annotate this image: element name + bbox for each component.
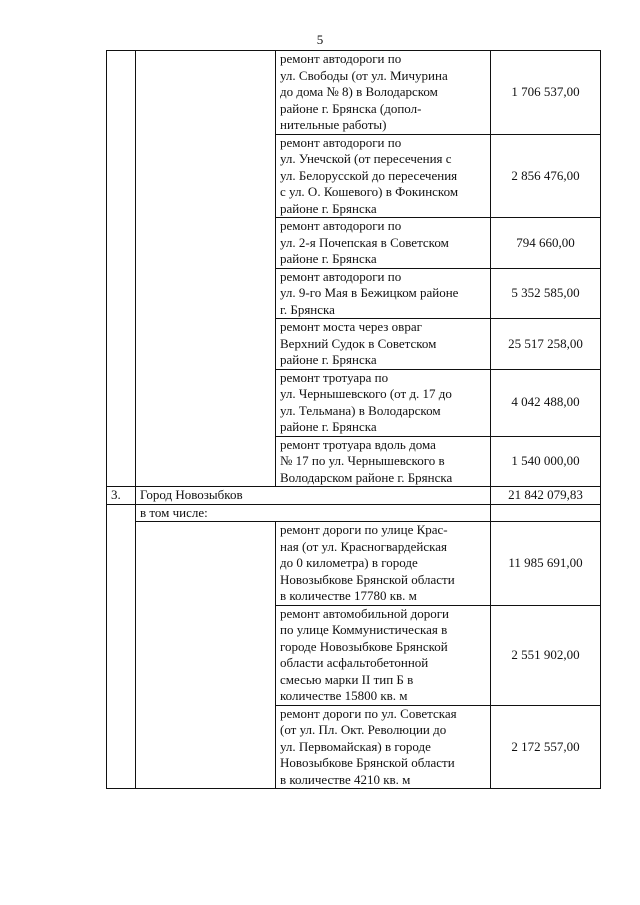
amount-cell: 794 660,00 (491, 218, 601, 269)
description-cell (276, 522, 491, 606)
description-line: ремонт автодороги по (280, 218, 402, 233)
description-line: ремонт автодороги по (280, 268, 402, 284)
description-cell (276, 436, 491, 487)
table-row (107, 522, 601, 606)
description-line: ремонт моста через овраг (280, 319, 422, 334)
description-line: ул. Свободы (от ул. Мичурина (280, 67, 448, 83)
description-line: ремонт дороги по улице Крас- (280, 522, 448, 537)
description-cell (276, 369, 491, 436)
description-line: Новозыбкове Брянской области (280, 571, 455, 587)
description-line: ул. Первомайская) в городе (280, 738, 431, 754)
description-cell (276, 51, 491, 135)
description-line: районе г. Брянска (280, 419, 377, 434)
description-line: с ул. О. Кошевого) в Фокинском (280, 184, 459, 199)
description-line: районе г. Брянска (280, 200, 377, 216)
description-line: Верхний Судок в Советском (280, 335, 437, 351)
description-cell (276, 268, 491, 319)
amount-cell (491, 504, 601, 522)
description-line: ремонт тротуара вдоль дома (280, 436, 436, 452)
description-line: в количестве 17780 кв. м (280, 588, 417, 603)
description-cell (276, 705, 491, 789)
description-line: районе г. Брянска (280, 352, 377, 367)
amount-cell: 2 856 476,00 (491, 134, 601, 218)
amount-cell: 5 352 585,00 (491, 268, 601, 319)
section-number: 3. (107, 487, 136, 505)
description-line: городе Новозыбкове Брянской (280, 638, 448, 654)
description-line: ул. Унечской (от пересечения с (280, 151, 452, 166)
description-line: г. Брянска (280, 301, 335, 317)
description-line: количестве 15800 кв. м (280, 688, 408, 703)
table-row (107, 51, 601, 135)
description-line: ремонт автодороги по (280, 134, 402, 150)
section-amount: 21 842 079,83 (491, 487, 601, 505)
description-line: ремонт тротуара по (280, 369, 389, 385)
description-line: (от ул. Пл. Окт. Революции до (280, 722, 447, 737)
description-cell (276, 134, 491, 218)
description-line: смесью марки II тип Б в (280, 671, 414, 687)
description-cell (276, 319, 491, 370)
description-line: ул. Тельмана) в Володарском (280, 402, 441, 418)
amount-cell: 4 042 488,00 (491, 369, 601, 436)
amount-cell: 2 551 902,00 (491, 605, 601, 705)
description-line: нительные работы) (280, 117, 387, 132)
number-cell (107, 504, 136, 789)
amount-cell: 1 540 000,00 (491, 436, 601, 487)
amount-cell: 25 517 258,00 (491, 319, 601, 370)
description-cell (276, 605, 491, 705)
description-line: районе г. Брянска (280, 251, 377, 266)
description-line: ул. Чернышевского (от д. 17 до (280, 386, 452, 401)
description-cell (276, 218, 491, 269)
description-line: районе г. Брянска (допол- (280, 100, 422, 116)
including-label: в том числе: (136, 504, 491, 522)
description-line: Володарском районе г. Брянска (280, 469, 453, 485)
name-cell (136, 51, 276, 487)
description-line: ул. Белорусской до пересечения (280, 167, 458, 183)
description-line: ул. 2-я Почепская в Советском (280, 234, 449, 250)
description-line: ул. 9-го Мая в Бежицком районе (280, 285, 459, 300)
including-row (107, 504, 601, 522)
description-line: до дома № 8) в Володарском (280, 84, 438, 99)
amount-cell: 11 985 691,00 (491, 522, 601, 606)
description-line: № 17 по ул. Чернышевского в (280, 453, 445, 468)
description-line: в количестве 4210 кв. м (280, 771, 411, 787)
description-line: ремонт автомобильной дороги (280, 605, 450, 621)
section-name: Город Новозыбков (136, 487, 491, 505)
description-line: по улице Коммунистическая в (280, 622, 448, 637)
amount-cell: 1 706 537,00 (491, 51, 601, 135)
description-line: области асфальтобетонной (280, 655, 429, 670)
table-body (107, 51, 601, 789)
description-line: ремонт дороги по ул. Советская (280, 705, 457, 721)
section-row (107, 487, 601, 505)
number-cell (107, 51, 136, 487)
funding-table (106, 50, 601, 789)
description-line: до 0 километра) в городе (280, 555, 418, 570)
description-line: Новозыбкове Брянской области (280, 755, 455, 770)
amount-cell: 2 172 557,00 (491, 705, 601, 789)
page-number: 5 (316, 32, 324, 47)
description-line: ная (от ул. Красногвардейская (280, 538, 448, 554)
description-line: ремонт автодороги по (280, 51, 402, 66)
name-cell (136, 522, 276, 789)
